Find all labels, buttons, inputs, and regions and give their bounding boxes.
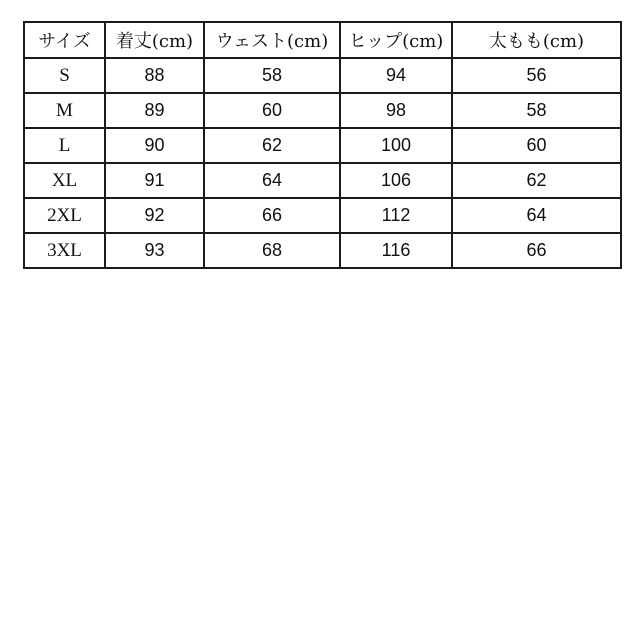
hip-cell: 116 [340, 233, 452, 268]
thigh-cell: 66 [452, 233, 621, 268]
hip-cell: 100 [340, 128, 452, 163]
hip-cell: 112 [340, 198, 452, 233]
hip-cell: 94 [340, 58, 452, 93]
size-cell: 3XL [24, 233, 105, 268]
thigh-cell: 56 [452, 58, 621, 93]
hip-cell: 106 [340, 163, 452, 198]
header-length: 着丈(cm) [105, 22, 204, 58]
waist-cell: 68 [204, 233, 340, 268]
hip-cell: 98 [340, 93, 452, 128]
table-row [24, 93, 621, 128]
size-cell: S [24, 58, 105, 93]
length-cell: 91 [105, 163, 204, 198]
size-cell: XL [24, 163, 105, 198]
thigh-cell: 64 [452, 198, 621, 233]
length-cell: 88 [105, 58, 204, 93]
waist-cell: 58 [204, 58, 340, 93]
table-row [24, 198, 621, 233]
table-row [24, 128, 621, 163]
table-row [24, 233, 621, 268]
size-cell: M [24, 93, 105, 128]
size-cell: 2XL [24, 198, 105, 233]
size-chart-table [23, 21, 622, 269]
table-row [24, 163, 621, 198]
table-row [24, 58, 621, 93]
waist-cell: 60 [204, 93, 340, 128]
length-cell: 93 [105, 233, 204, 268]
header-row [24, 22, 621, 58]
length-cell: 90 [105, 128, 204, 163]
length-cell: 92 [105, 198, 204, 233]
waist-cell: 66 [204, 198, 340, 233]
waist-cell: 64 [204, 163, 340, 198]
thigh-cell: 60 [452, 128, 621, 163]
size-cell: L [24, 128, 105, 163]
header-waist: ウェスト(cm) [204, 22, 340, 58]
thigh-cell: 62 [452, 163, 621, 198]
header-size: サイズ [24, 22, 105, 58]
length-cell: 89 [105, 93, 204, 128]
waist-cell: 62 [204, 128, 340, 163]
header-thigh: 太もも(cm) [452, 22, 621, 58]
thigh-cell: 58 [452, 93, 621, 128]
header-hip: ヒップ(cm) [340, 22, 452, 58]
